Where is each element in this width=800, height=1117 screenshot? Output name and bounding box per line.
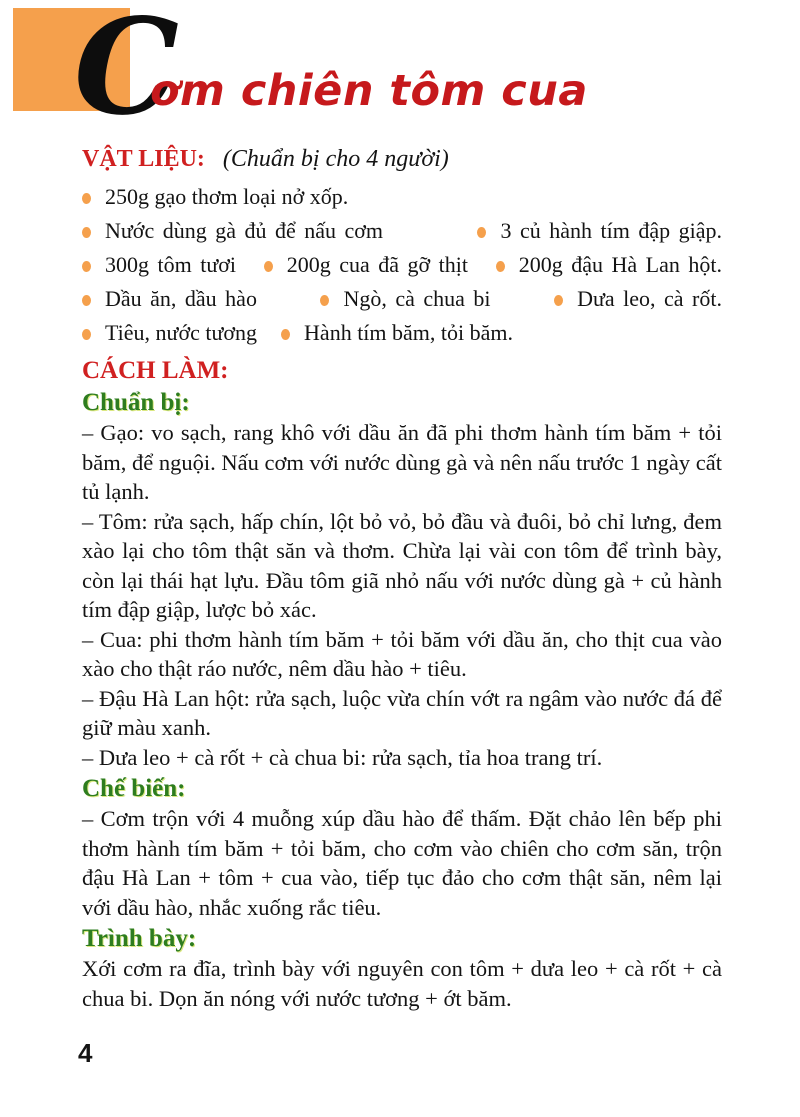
- bullet-icon: [82, 295, 91, 306]
- ingredient-text: Dầu ăn, dầu hào: [105, 286, 257, 311]
- paragraph-trinh-bay: Xới cơm ra đĩa, trình bày với nguyên con tôm + dưa leo + cà rốt + cà chua bi. Dọn ăn nóng với nước tương + ớt băm.: [82, 956, 722, 1011]
- ingredient-text: 300g tôm tươi: [105, 252, 237, 277]
- ingredient-line: [82, 316, 722, 350]
- ingredient-item: [477, 214, 722, 248]
- bullet-icon: [496, 261, 505, 272]
- ingredient-item: [82, 316, 257, 350]
- paragraph-cua: – Cua: phi thơm hành tím băm + tỏi băm với dầu ăn, cho thịt cua vào xào cho thật ráo nước, nêm dầu hào + tiêu.: [82, 626, 722, 681]
- subheading-chuan-bi: Chuẩn bị:: [82, 389, 190, 416]
- ingredient-text: 250g gạo thơm loại nở xốp.: [105, 184, 349, 209]
- ingredient-list: [82, 180, 722, 350]
- bullet-icon: [264, 261, 273, 272]
- ingredient-text: Dưa leo, cà rốt.: [577, 286, 722, 311]
- ingredient-text: Nước dùng gà đủ để nấu cơm: [105, 218, 384, 243]
- title-drop-cap: C: [74, 0, 180, 145]
- paragraph-tom: – Tôm: rửa sạch, hấp chín, lột bỏ vỏ, bỏ đầu và đuôi, bỏ chỉ lưng, đem xào lại cho tôm thật săn và thơm. Chừa lại vài con tôm để trình bày, còn lại thái hạt lựu. Đầu tôm giã nhỏ nấu với nước dùng gà + củ hành tím đập giập, lược bỏ xác.: [82, 508, 722, 622]
- ingredient-item: [82, 214, 383, 248]
- ingredients-header: [82, 142, 722, 176]
- bullet-icon: [477, 227, 486, 238]
- paragraph-gao: – Gạo: vo sạch, rang khô với dầu ăn đã phi thơm hành tím băm + tỏi băm, để nguội. Nấu cơm với nước dùng gà và nên nấu trước 1 ngày cất tủ lạnh.: [82, 420, 722, 504]
- ingredient-item: [281, 316, 513, 350]
- ingredient-line: [82, 282, 722, 316]
- bullet-icon: [82, 193, 91, 204]
- ingredient-item: [320, 282, 490, 316]
- ingredient-text: Ngò, cà chua bi: [343, 286, 491, 311]
- ingredient-text: Hành tím băm, tỏi băm.: [304, 320, 514, 345]
- page-content: [82, 142, 722, 1013]
- paragraph-che-bien: – Cơm trộn với 4 muỗng xúp dầu hào để thấm. Đặt chảo lên bếp phi thơm hành tím băm + tỏi băm, cho cơm vào chiên cho cơm săn, trộn đậu Hà Lan + tôm + cua vào, tiếp tục đảo cho cơm thật săn, nêm lại với dầu hào, nhắc xuống rắc tiêu.: [82, 806, 722, 920]
- method-label: CÁCH LÀM:: [82, 357, 229, 384]
- page-number: 4: [78, 1038, 93, 1068]
- ingredient-item: [82, 282, 257, 316]
- ingredient-text: Tiêu, nước tương: [105, 320, 258, 345]
- ingredient-item: [82, 180, 348, 214]
- ingredient-text: 3 củ hành tím đập giập.: [500, 218, 722, 243]
- paragraph-dau-ha-lan: – Đậu Hà Lan hột: rửa sạch, luộc vừa chín vớt ra ngâm vào nước đá để giữ màu xanh.: [82, 685, 722, 740]
- ingredient-line: [82, 214, 722, 248]
- page-title: ơm chiên tôm cua: [150, 66, 588, 116]
- ingredient-item: [82, 248, 236, 282]
- bullet-icon: [82, 227, 91, 238]
- ingredient-line: [82, 180, 722, 214]
- ingredient-text: 200g cua đã gỡ thịt: [286, 252, 469, 277]
- subheading-che-bien: Chế biến:: [82, 775, 186, 802]
- bullet-icon: [82, 329, 91, 340]
- bullet-icon: [281, 329, 290, 340]
- paragraph-dua-leo: – Dưa leo + cà rốt + cà chua bi: rửa sạch, tỉa hoa trang trí.: [82, 744, 603, 770]
- bullet-icon: [320, 295, 329, 306]
- bullet-icon: [82, 261, 91, 272]
- ingredients-label: VẬT LIỆU:: [82, 146, 205, 172]
- ingredient-item: [264, 248, 468, 282]
- ingredient-text: 200g đậu Hà Lan hột.: [518, 252, 722, 277]
- subheading-trinh-bay: Trình bày:: [82, 925, 197, 952]
- ingredient-item: [496, 248, 722, 282]
- ingredient-line: [82, 248, 722, 282]
- bullet-icon: [554, 295, 563, 306]
- servings-note: (Chuẩn bị cho 4 người): [222, 146, 449, 172]
- ingredient-item: [554, 282, 722, 316]
